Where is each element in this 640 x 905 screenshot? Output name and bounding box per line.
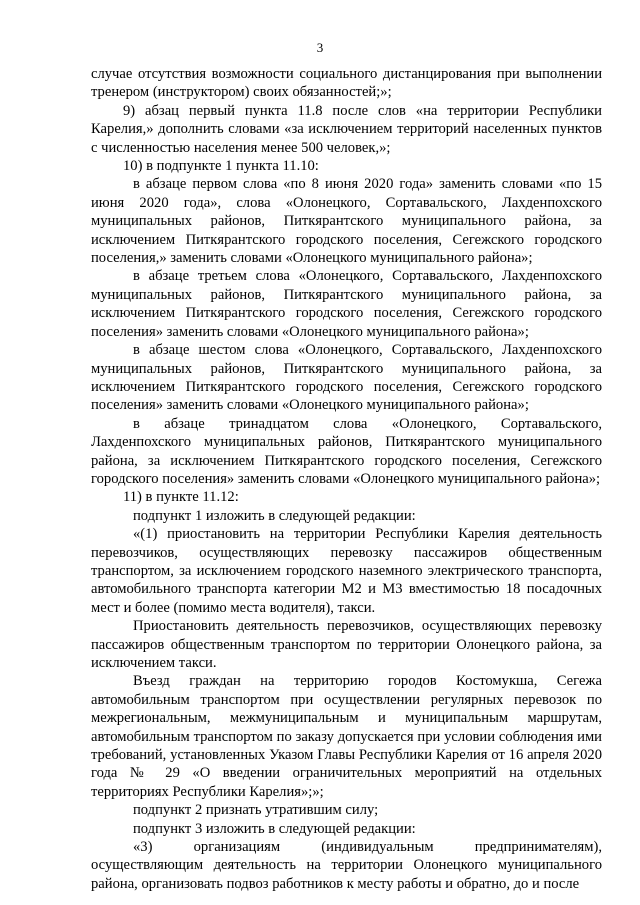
paragraph: 10) в подпункте 1 пункта 11.10: <box>123 158 319 175</box>
paragraph: Приостановить деятельность перевозчиков, осуществляющих перевозку пассажиров общественным транспортом по территории Олонецкого района, за исключением такси. <box>91 618 602 671</box>
paragraph: подпункт 3 изложить в следующей редакции: <box>133 820 416 837</box>
document-body <box>91 65 602 893</box>
page-number: 3 <box>316 40 324 55</box>
paragraph: в абзаце тринадцатом слова «Олонецкого, Сортавальского, Лахденпохского муниципальных районов, Питкярантского муниципального района, за исключением Питкярантского городского поселения, Сегежского городского поселения» заменить словами «Олонецкого муниципального района»; <box>91 415 602 487</box>
paragraph: подпункт 1 изложить в следующей редакции: <box>133 507 416 524</box>
paragraph: в абзаце первом слова «по 8 июня 2020 года» заменить словами «по 15 июня 2020 года», слова «Олонецкого, Сортавальского, Лахденпохского муниципальных районов, Питкярантского муниципального района, за исключением Питкярантского городского поселения, Сегежского городского поселения,» заменить словами «Олонецкого муниципального района»; <box>91 176 602 267</box>
paragraph: подпункт 2 признать утратившим силу; <box>133 802 379 819</box>
paragraph: «3) организациям (индивидуальным предпринимателям), осуществляющим деятельность на территории Олонецкого муниципального района, организовать подвоз работников к месту работы и обратно, до и после <box>91 839 602 892</box>
paragraph: 9) абзац первый пункта 11.8 после слов «на территории Республики Карелия,» дополнить словами «за исключением территорий населенных пунктов с численностью населения менее 500 человек,»; <box>91 102 602 156</box>
paragraph: в абзаце шестом слова «Олонецкого, Сортавальского, Лахденпохского муниципальных районов, Питкярантского муниципального района, за исключением Питкярантского городского поселения, Сегежского городского поселения» заменить словами «Олонецкого муниципального района»; <box>91 342 602 414</box>
paragraph: 11) в пункте 11.12: <box>123 489 239 506</box>
paragraph: Въезд граждан на территорию городов Костомукша, Сегежа автомобильным транспортом при осуществлении регулярных перевозок по межрегиональным, межмуниципальным и муниципальным маршрутам, автомобильным транспортом по заказу допускается при условии соблюдения ими требований, установленных Указом Главы Республики Карелия от 16 апреля 2020 года № 29 «О введении ограничительных мероприятий на отдельных территориях Республики Карелия»;»; <box>91 673 602 800</box>
paragraph: случае отсутствия возможности социального дистанцирования при выполнении тренером (инструктором) своих обязанностей;»; <box>91 66 602 101</box>
paragraph: «(1) приостановить на территории Республики Карелия деятельность перевозчиков, осуществляющих перевозку пассажиров общественным транспортом, за исключением городского наземного электрического транспорта, автомобильного транспорта категории М2 и М3 вместимостью 18 посадочных мест и более (помимо места водителя), такси. <box>91 526 602 616</box>
paragraph: в абзаце третьем слова «Олонецкого, Сортавальского, Лахденпохского муниципальных районов, Питкярантского муниципального района, за исключением Питкярантского городского поселения, Сегежского городского поселения» заменить словами «Олонецкого муниципального района»; <box>91 268 602 340</box>
